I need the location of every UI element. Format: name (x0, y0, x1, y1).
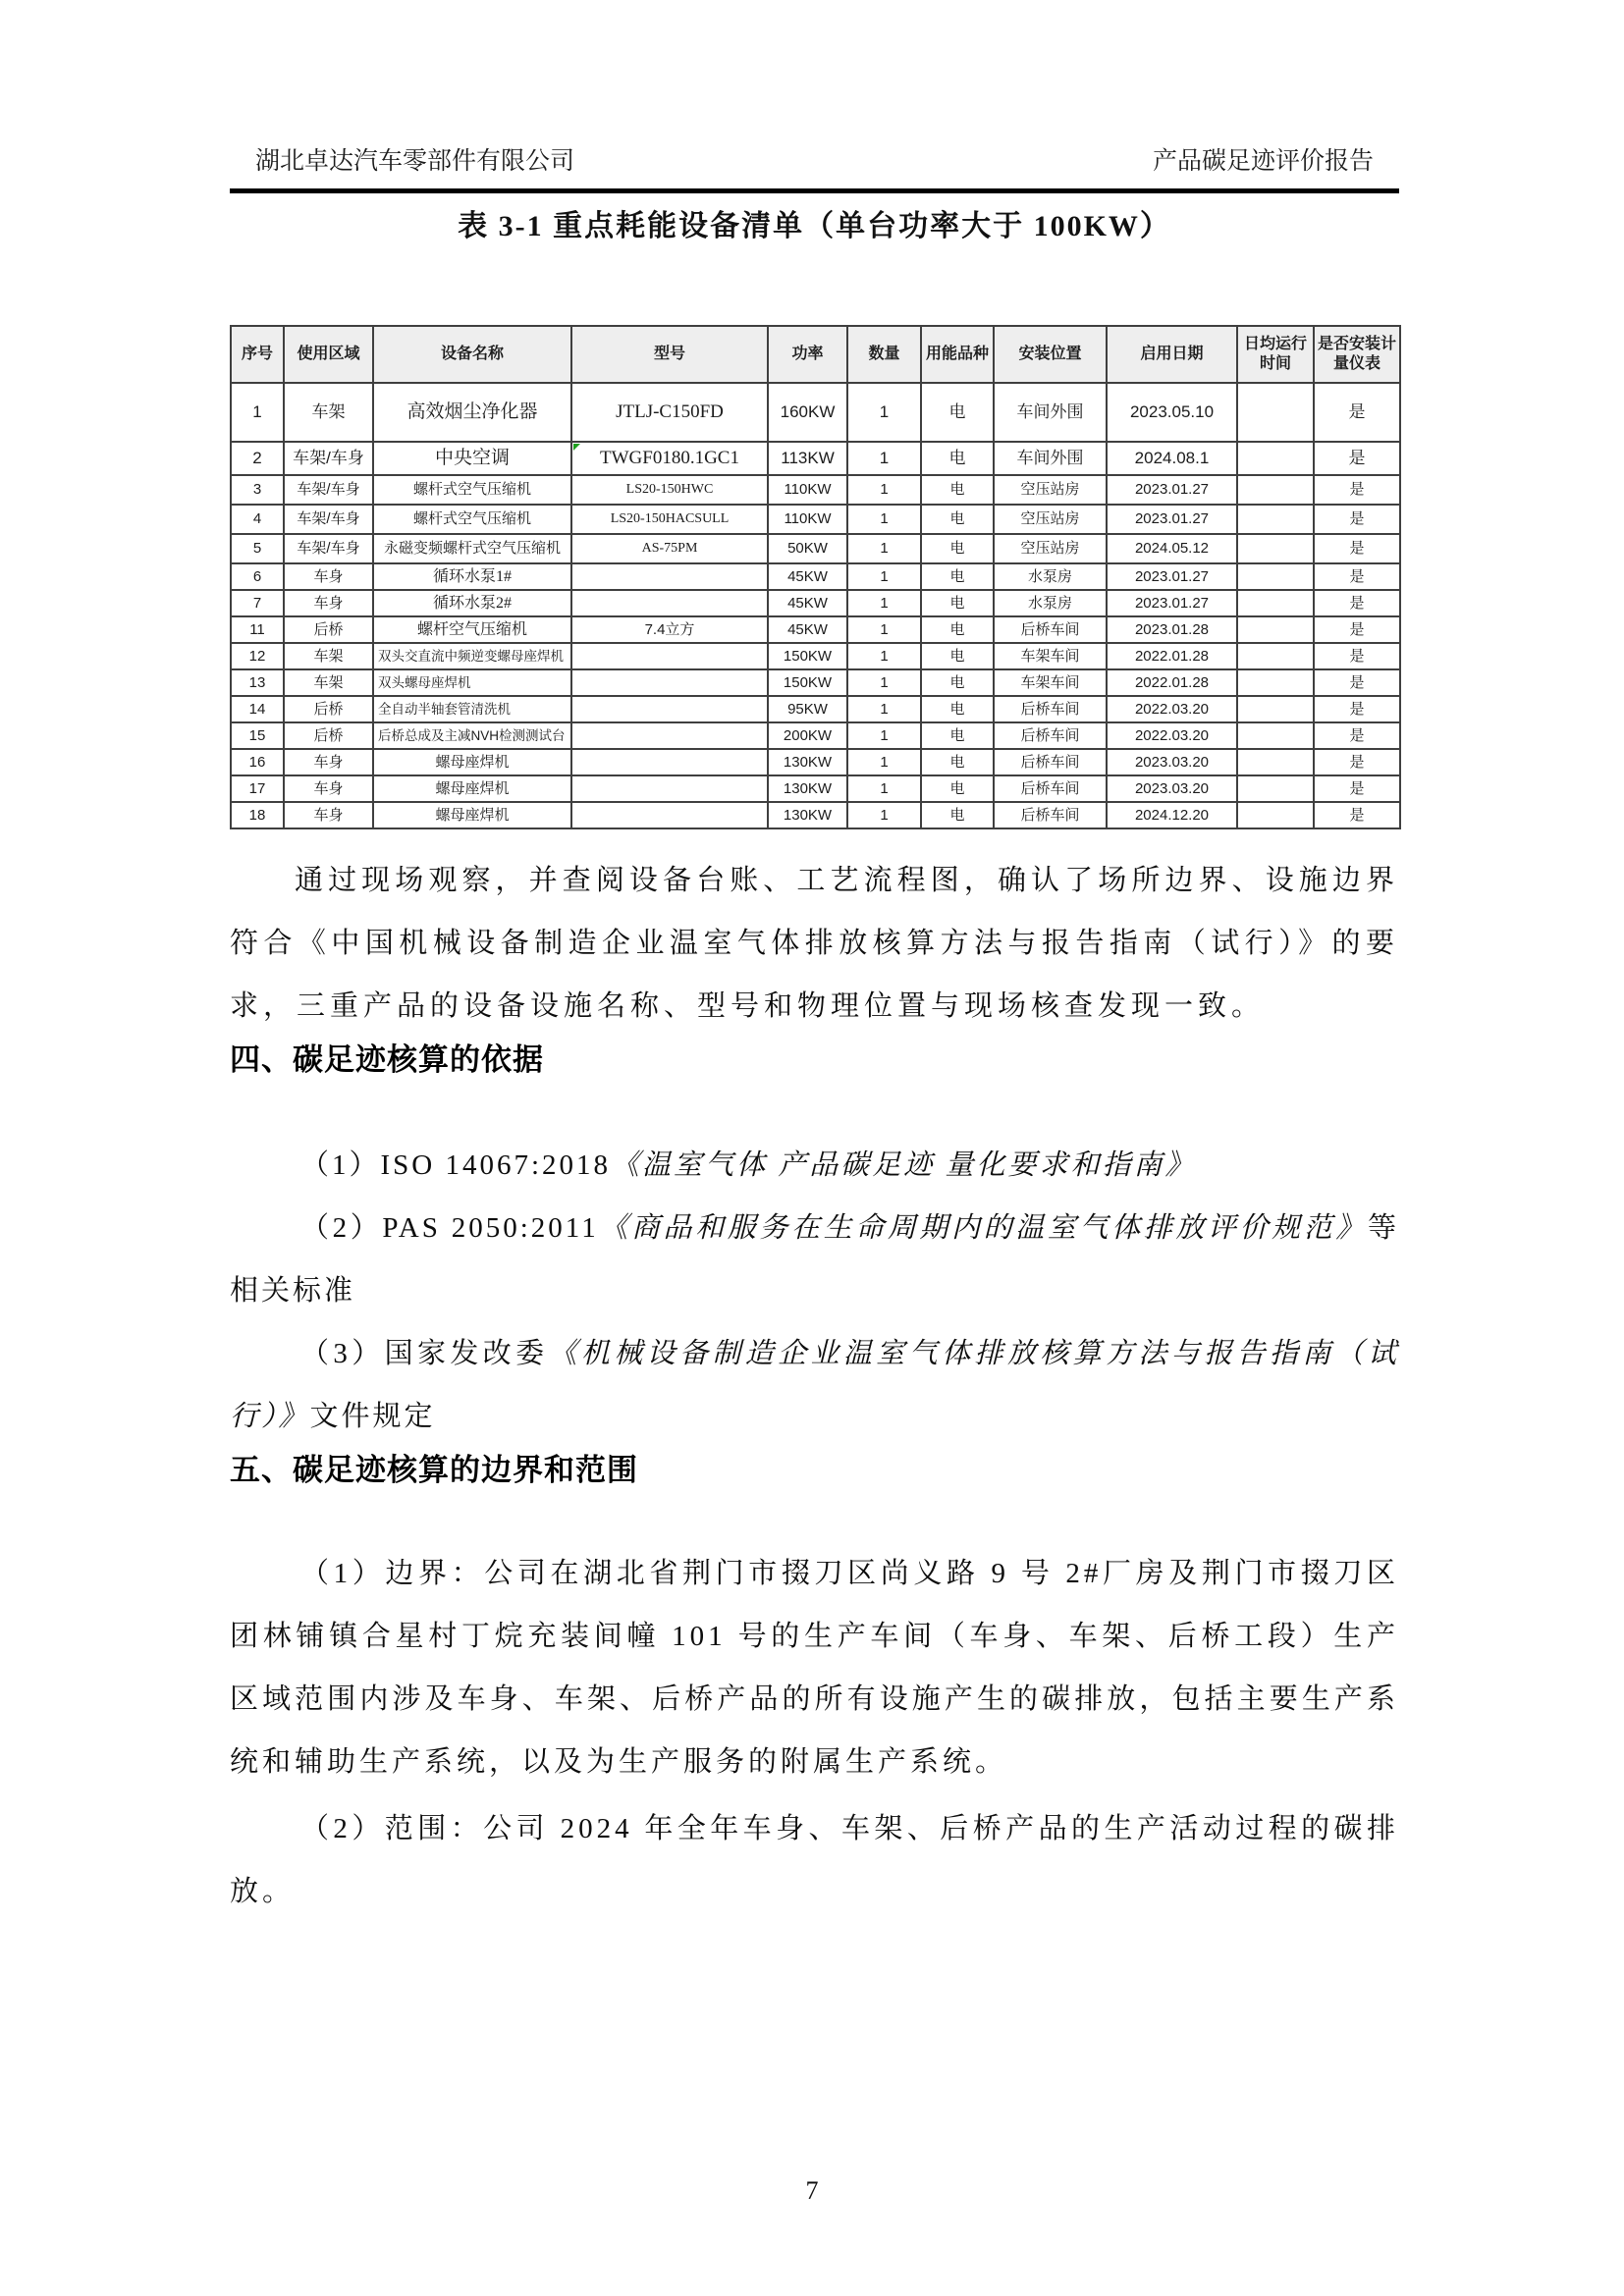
table-cell: 车身 (284, 563, 373, 590)
table-caption: 表 3-1 重点耗能设备清单（单台功率大于 100KW） (458, 210, 1171, 242)
table-cell: 7.4立方 (571, 616, 768, 643)
table-cell: 是 (1314, 534, 1400, 563)
table-cell: 螺杆式空气压缩机 (373, 505, 571, 534)
table-cell: 1 (847, 383, 921, 442)
table-cell: 电 (921, 616, 994, 643)
table-cell: 1 (847, 643, 921, 669)
table-cell: 2023.01.27 (1107, 475, 1237, 505)
table-cell (571, 669, 768, 696)
table-cell: 113KW (768, 442, 847, 475)
equipment-row (231, 442, 1400, 475)
basis-item-2-prefix: （2）PAS 2050:2011 (300, 1212, 599, 1244)
table-cell: 130KW (768, 802, 847, 828)
table-cell: 后桥车间 (994, 775, 1107, 802)
table-cell: 永磁变频螺杆式空气压缩机 (373, 534, 571, 563)
table-cell: 45KW (768, 563, 847, 590)
table-cell: 螺母座焊机 (373, 802, 571, 828)
table-cell: 后桥车间 (994, 616, 1107, 643)
equipment-row (231, 475, 1400, 505)
equipment-row (231, 722, 1400, 749)
document-page (230, 0, 1399, 1923)
equipment-row (231, 505, 1400, 534)
table-cell: 螺母座焊机 (373, 775, 571, 802)
table-cell: AS-75PM (571, 534, 768, 563)
table-cell: JTLJ-C150FD (571, 383, 768, 442)
column-header: 功率 (768, 326, 847, 383)
table-cell: 45KW (768, 590, 847, 616)
table-cell (1237, 534, 1314, 563)
table-cell: 2023.05.10 (1107, 383, 1237, 442)
table-cell: 150KW (768, 669, 847, 696)
basis-item-2 (230, 1197, 1399, 1322)
table-cell: 车间外围 (994, 442, 1107, 475)
table-cell: 车身 (284, 590, 373, 616)
running-header (230, 145, 1399, 193)
table-cell: 2024.05.12 (1107, 534, 1237, 563)
table-cell: 后桥车间 (994, 722, 1107, 749)
boundary-paragraph: （1）边界：公司在湖北省荆门市掇刀区尚义路 9 号 2#厂房及荆门市掇刀区团林铺镇合星村丁烷充装间幢 101 号的生产车间（车身、车架、后桥工段）生产区域范围内涉及车身、车架、后桥产品的所有设施产生的碳排放，包括主要生产系统和辅助生产系统，以及为生产服务的附属生产系统。 (230, 1558, 1399, 1778)
table-cell: 14 (231, 696, 284, 722)
table-cell (571, 749, 768, 775)
equipment-row (231, 775, 1400, 802)
table-cell: 16 (231, 749, 284, 775)
equipment-row (231, 643, 1400, 669)
table-cell: 1 (847, 696, 921, 722)
section-scope-heading: 五、碳足迹核算的边界和范围 (230, 1453, 638, 1487)
table-cell: 200KW (768, 722, 847, 749)
table-cell: 循环水泵2# (373, 590, 571, 616)
table-cell (1237, 475, 1314, 505)
table-cell: 后桥总成及主减NVH检测测试台 (373, 722, 571, 749)
table-cell: 2023.01.28 (1107, 616, 1237, 643)
table-cell: 是 (1314, 505, 1400, 534)
table-cell: 13 (231, 669, 284, 696)
column-header: 使用区域 (284, 326, 373, 383)
table-cell: 后桥 (284, 696, 373, 722)
column-header: 数量 (847, 326, 921, 383)
table-cell (571, 563, 768, 590)
table-cell: 110KW (768, 505, 847, 534)
table-cell (571, 590, 768, 616)
table-cell: 车架 (284, 669, 373, 696)
table-cell: 空压站房 (994, 475, 1107, 505)
table-cell: 车身 (284, 775, 373, 802)
column-header: 用能品种 (921, 326, 994, 383)
table-cell: 车架 (284, 643, 373, 669)
table-cell: 电 (921, 442, 994, 475)
table-cell (1237, 775, 1314, 802)
table-cell: LS20-150HACSULL (571, 505, 768, 534)
table-cell (1237, 563, 1314, 590)
equipment-row (231, 590, 1400, 616)
equipment-table (230, 325, 1401, 829)
basis-item-3-suffix: 文件规定 (309, 1401, 436, 1432)
table-cell: 1 (847, 505, 921, 534)
table-cell (1237, 590, 1314, 616)
table-cell: 2 (231, 442, 284, 475)
table-cell: 是 (1314, 590, 1400, 616)
table-cell: 螺母座焊机 (373, 749, 571, 775)
table-cell: 130KW (768, 749, 847, 775)
table-cell: 6 (231, 563, 284, 590)
table-header-row (231, 326, 1400, 383)
table-cell: 是 (1314, 749, 1400, 775)
table-cell: 后桥 (284, 616, 373, 643)
basis-item-1-prefix: （1）ISO 14067:2018 (300, 1149, 612, 1181)
table-cell: 是 (1314, 442, 1400, 475)
table-cell: 是 (1314, 722, 1400, 749)
table-cell: 电 (921, 722, 994, 749)
header-report-title: 产品碳足迹评价报告 (1152, 148, 1374, 175)
table-cell: 电 (921, 475, 994, 505)
section-basis-heading: 四、碳足迹核算的依据 (230, 1042, 544, 1077)
table-cell: 电 (921, 696, 994, 722)
column-header: 安装位置 (994, 326, 1107, 383)
equipment-row (231, 749, 1400, 775)
table-cell: 2023.01.27 (1107, 590, 1237, 616)
table-cell: 是 (1314, 475, 1400, 505)
table-cell: 1 (847, 590, 921, 616)
table-cell: 1 (847, 534, 921, 563)
table-cell: 是 (1314, 802, 1400, 828)
table-cell (571, 722, 768, 749)
basis-item-1 (230, 1134, 1399, 1197)
table-cell: 2023.01.27 (1107, 505, 1237, 534)
column-header: 日均运行时间 (1237, 326, 1314, 383)
table-cell (1237, 722, 1314, 749)
table-cell (571, 643, 768, 669)
table-cell: 车身 (284, 802, 373, 828)
table-cell: 全自动半轴套管清洗机 (373, 696, 571, 722)
table-cell: 1 (847, 749, 921, 775)
table-cell: 空压站房 (994, 505, 1107, 534)
table-cell: 水泵房 (994, 563, 1107, 590)
table-cell: 160KW (768, 383, 847, 442)
table-cell (1237, 643, 1314, 669)
table-cell: 1 (847, 775, 921, 802)
table-cell: 双头交直流中频逆变螺母座焊机 (373, 643, 571, 669)
table-cell: 是 (1314, 563, 1400, 590)
table-cell: 130KW (768, 775, 847, 802)
table-cell: 11 (231, 616, 284, 643)
basis-item-3-standard-title: 《机械设备制造企业温室气体排放核算方法与报告指南（试行）》 (230, 1338, 1399, 1432)
table-cell: 高效烟尘净化器 (373, 383, 571, 442)
basis-item-3-prefix: （3）国家发改委 (300, 1338, 549, 1369)
table-cell: 车架 (284, 383, 373, 442)
table-cell: 2023.03.20 (1107, 749, 1237, 775)
table-cell: 车身 (284, 749, 373, 775)
table-cell: 车间外围 (994, 383, 1107, 442)
table-cell: 电 (921, 775, 994, 802)
table-cell: 车架/车身 (284, 475, 373, 505)
table-cell (1237, 669, 1314, 696)
table-cell: 1 (847, 616, 921, 643)
equipment-row (231, 534, 1400, 563)
table-cell: 车架车间 (994, 643, 1107, 669)
table-cell: 车架/车身 (284, 505, 373, 534)
column-header: 是否安装计量仪表 (1314, 326, 1400, 383)
table-cell: 电 (921, 383, 994, 442)
equipment-row (231, 669, 1400, 696)
table-cell: 1 (847, 802, 921, 828)
equipment-row (231, 802, 1400, 828)
table-cell: 电 (921, 505, 994, 534)
table-cell: 电 (921, 749, 994, 775)
table-cell: TWGF0180.1GC1 (571, 442, 768, 475)
table-cell: 1 (847, 722, 921, 749)
table-cell (1237, 696, 1314, 722)
basis-item-2-suffix: 等相关标准 (230, 1212, 1399, 1307)
table-cell: 2022.01.28 (1107, 669, 1237, 696)
table-cell: 2023.03.20 (1107, 775, 1237, 802)
table-cell: 2022.01.28 (1107, 643, 1237, 669)
table-cell (571, 696, 768, 722)
table-cell: 电 (921, 643, 994, 669)
table-cell: 50KW (768, 534, 847, 563)
table-cell (1237, 442, 1314, 475)
table-cell: 螺杆空气压缩机 (373, 616, 571, 643)
table-cell: 电 (921, 590, 994, 616)
table-cell: 电 (921, 534, 994, 563)
basis-item-2-standard-title: 《商品和服务在生命周期内的温室气体排放评价规范》 (598, 1212, 1368, 1244)
table-cell: 电 (921, 669, 994, 696)
table-cell: 2023.01.27 (1107, 563, 1237, 590)
table-cell: 水泵房 (994, 590, 1107, 616)
table-cell: 1 (847, 563, 921, 590)
equipment-table-body (231, 383, 1400, 828)
table-cell: 15 (231, 722, 284, 749)
column-header: 设备名称 (373, 326, 571, 383)
header-company: 湖北卓达汽车零部件有限公司 (255, 148, 575, 175)
table-cell: 2022.03.20 (1107, 696, 1237, 722)
table-cell: LS20-150HWC (571, 475, 768, 505)
table-cell: 后桥 (284, 722, 373, 749)
table-cell: 是 (1314, 643, 1400, 669)
table-cell: 电 (921, 563, 994, 590)
table-cell: 12 (231, 643, 284, 669)
table-cell: 3 (231, 475, 284, 505)
table-cell: 电 (921, 802, 994, 828)
column-header: 型号 (571, 326, 768, 383)
table-cell: 7 (231, 590, 284, 616)
table-cell: 车架/车身 (284, 442, 373, 475)
table-cell: 中央空调 (373, 442, 571, 475)
table-cell: 后桥车间 (994, 749, 1107, 775)
table-cell: 双头螺母座焊机 (373, 669, 571, 696)
table-cell (1237, 749, 1314, 775)
table-cell (1237, 383, 1314, 442)
table-cell: 110KW (768, 475, 847, 505)
table-cell: 是 (1314, 669, 1400, 696)
table-cell: 1 (847, 442, 921, 475)
table-cell: 螺杆式空气压缩机 (373, 475, 571, 505)
equipment-row (231, 616, 1400, 643)
table-cell: 45KW (768, 616, 847, 643)
table-cell: 车架车间 (994, 669, 1107, 696)
table-cell: 95KW (768, 696, 847, 722)
table-cell: 2022.03.20 (1107, 722, 1237, 749)
page-number: 7 (805, 2176, 819, 2205)
table-cell: 2024.12.20 (1107, 802, 1237, 828)
basis-item-3 (230, 1322, 1399, 1448)
table-cell: 4 (231, 505, 284, 534)
table-cell: 150KW (768, 643, 847, 669)
basis-items (230, 1134, 1399, 1448)
table-cell: 1 (231, 383, 284, 442)
table-cell: 循环水泵1# (373, 563, 571, 590)
column-header: 启用日期 (1107, 326, 1237, 383)
basis-item-1-standard-title: 《温室气体 产品碳足迹 量化要求和指南》 (611, 1149, 1197, 1181)
table-cell: 是 (1314, 383, 1400, 442)
table-cell: 是 (1314, 696, 1400, 722)
table-cell (571, 802, 768, 828)
table-cell: 是 (1314, 775, 1400, 802)
table-cell: 后桥车间 (994, 802, 1107, 828)
table-cell: 18 (231, 802, 284, 828)
table-cell: 1 (847, 669, 921, 696)
equipment-table-head (231, 326, 1400, 383)
table-cell: 5 (231, 534, 284, 563)
table-cell: 空压站房 (994, 534, 1107, 563)
range-paragraph: （2）范围：公司 2024 年全年车身、车架、后桥产品的生产活动过程的碳排放。 (230, 1813, 1399, 1907)
table-cell (1237, 616, 1314, 643)
equipment-row (231, 383, 1400, 442)
equipment-row (231, 563, 1400, 590)
table-cell: 17 (231, 775, 284, 802)
observation-paragraph: 通过现场观察，并查阅设备台账、工艺流程图，确认了场所边界、设施边界符合《中国机械设备制造企业温室气体排放核算方法与报告指南（试行）》的要求，三重产品的设备设施名称、型号和物理位置与现场核查发现一致。 (230, 865, 1399, 1022)
equipment-row (231, 696, 1400, 722)
table-cell (1237, 505, 1314, 534)
table-cell: 车架/车身 (284, 534, 373, 563)
table-cell: 2024.08.1 (1107, 442, 1237, 475)
column-header: 序号 (231, 326, 284, 383)
table-cell: 1 (847, 475, 921, 505)
table-cell: 后桥车间 (994, 696, 1107, 722)
table-cell: 是 (1314, 616, 1400, 643)
table-cell (1237, 802, 1314, 828)
table-cell (571, 775, 768, 802)
